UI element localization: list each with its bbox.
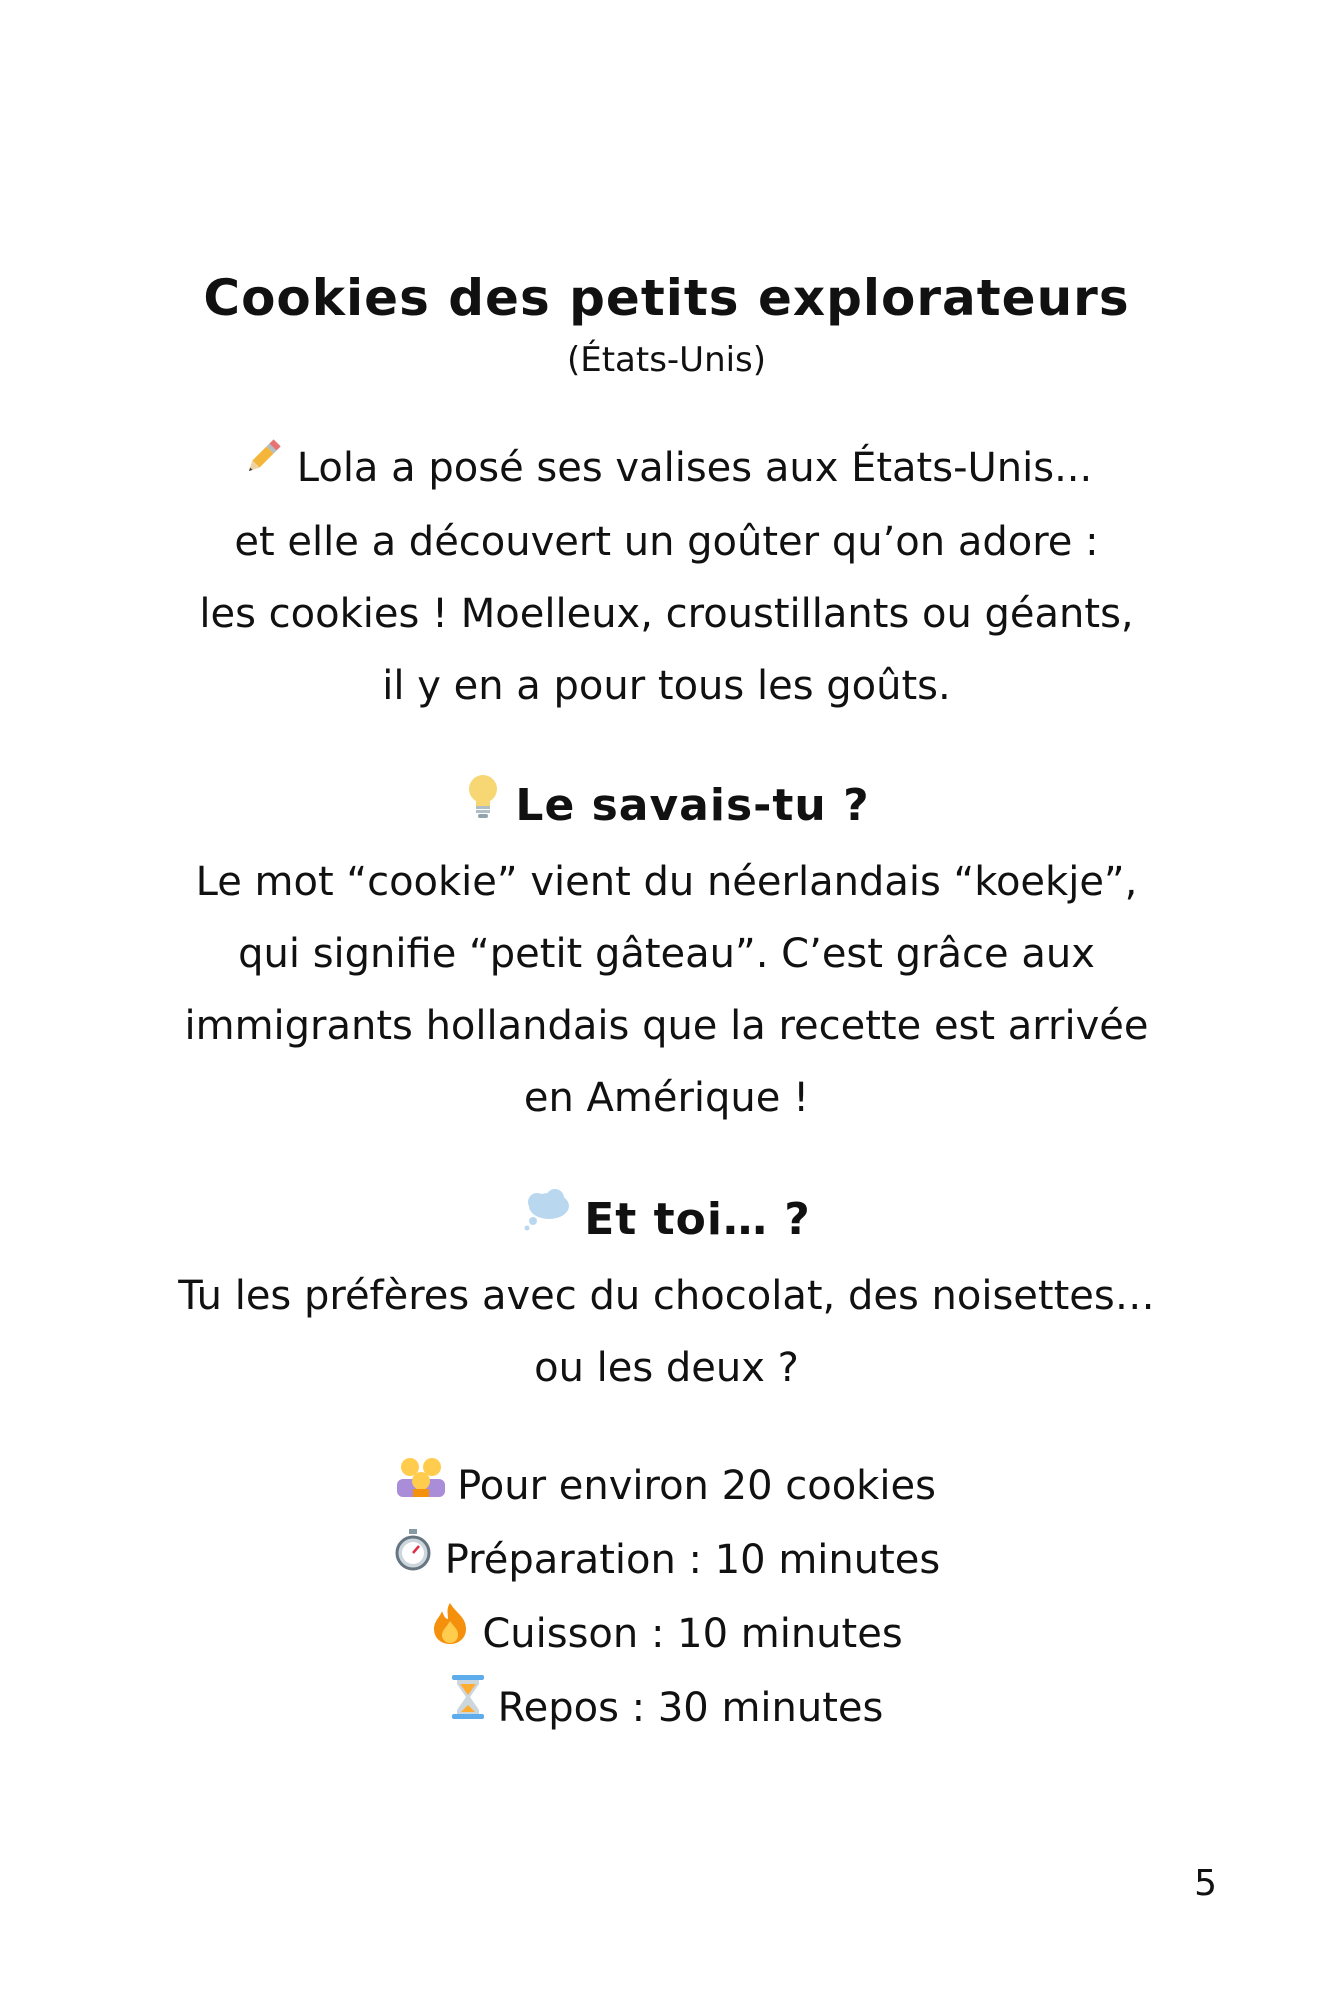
preparation-line: Préparation : 10 minutes <box>0 1524 1333 1598</box>
hourglass-icon <box>450 1670 486 1742</box>
rest-line: Repos : 30 minutes <box>0 1672 1333 1746</box>
page-subtitle: (États-Unis) <box>566 340 767 380</box>
section-heading-did-you-know: Le savais-tu ? <box>0 776 1333 840</box>
family-icon <box>397 1448 445 1520</box>
pencil-icon <box>241 430 285 502</box>
stopwatch-icon <box>393 1522 433 1594</box>
cooking-line: Cuisson : 10 minutes <box>0 1598 1333 1672</box>
lightbulb-icon <box>463 772 503 836</box>
intro-line: les cookies ! Moelleux, croustillants ou géants, <box>199 591 1134 637</box>
page-number: 5 <box>1194 1863 1217 1904</box>
did-you-know-line: immigrants hollandais que la recette est arrivée <box>184 1003 1149 1049</box>
fire-icon <box>430 1596 470 1668</box>
and-you-line: Tu les préfères avec du chocolat, des noisettes… <box>178 1273 1155 1319</box>
did-you-know-paragraph <box>0 846 1333 1134</box>
section-heading-and-you: Et toi… ? <box>0 1190 1333 1252</box>
intro-paragraph <box>0 432 1333 722</box>
intro-line: il y en a pour tous les goûts. <box>382 663 951 709</box>
page-title: Cookies des petits explorateurs <box>203 269 1130 327</box>
intro-line: et elle a découvert un goûter qu’on adore : <box>234 519 1099 565</box>
thought-bubble-icon <box>522 1188 572 1248</box>
and-you-line: ou les deux ? <box>534 1345 799 1391</box>
did-you-know-line: Le mot “cookie” vient du néerlandais “koekje”, <box>195 859 1138 905</box>
did-you-know-line: qui signifie “petit gâteau”. C’est grâce aux <box>238 931 1095 977</box>
recipe-info-list <box>0 1450 1333 1746</box>
and-you-paragraph <box>0 1260 1333 1404</box>
did-you-know-line: en Amérique ! <box>523 1075 810 1121</box>
intro-line: Lola a posé ses valises aux États-Unis... <box>0 432 1333 506</box>
servings-line: Pour environ 20 cookies <box>0 1450 1333 1524</box>
